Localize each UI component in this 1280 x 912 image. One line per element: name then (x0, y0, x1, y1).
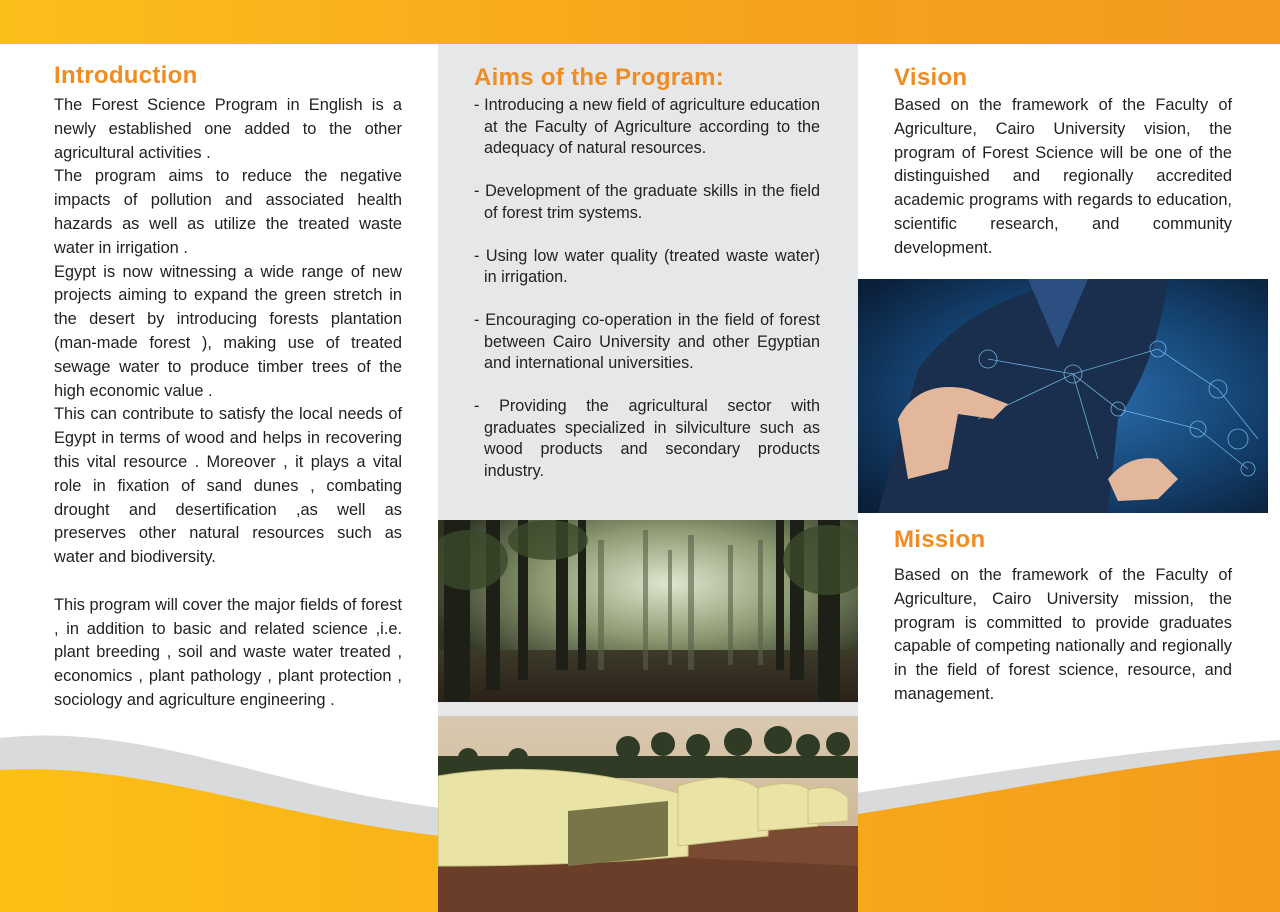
aim-item (474, 396, 820, 482)
intro-paragraph: The Forest Science Program in English is a newly established one added to the other agricultural activities . (54, 96, 402, 162)
vision-text: Based on the framework of the Faculty of Agriculture, Cairo University vision, the program of Forest Science will be one of the distinguished and regionally accredited academic programs with regards to education, scientific research, and community development. (894, 96, 1232, 257)
aim-text: - Introducing a new field of agriculture education at the Faculty of Agriculture according to the adequacy of natural resources. (474, 96, 820, 157)
aim-item (474, 246, 820, 289)
aim-text: - Development of the graduate skills in the field of forest trim systems. (474, 182, 820, 222)
aim-text: - Providing the agricultural sector with graduates specialized in silviculture such as wood products and secondary products industry. (474, 397, 820, 480)
aim-text: - Using low water quality (treated waste water) in irrigation. (474, 246, 820, 286)
introduction-body (54, 94, 402, 713)
greenhouse-photo (438, 716, 858, 912)
aims-heading: Aims of the Program: (474, 64, 725, 91)
aim-item (474, 310, 820, 375)
intro-paragraph: The program aims to reduce the negative impacts of pollution and associated health hazards as well as utilize the treated waste water in irrigation . (54, 167, 402, 257)
paragraph-gap (54, 570, 402, 594)
vision-heading: Vision (894, 64, 968, 91)
intro-paragraph: Egypt is now witnessing a wide range of new projects aiming to expand the green stretch in the desert by introducing forests plantation (man-made forest ), making use of treated sewage water to produce timber trees of the high economic value . (54, 262, 402, 400)
intro-paragraph: This program will cover the major fields of forest , in addition to basic and related science ,i.e. plant breeding , soil and waste water treated , economics , plant pathology , plant protection , sociology and agriculture engineering . (54, 595, 402, 709)
introduction-heading: Introduction (54, 62, 198, 89)
top-accent-band (0, 0, 1280, 44)
aim-item (474, 181, 820, 224)
mission-heading: Mission (894, 526, 986, 553)
forest-photo (438, 520, 858, 702)
tech-hand-photo (858, 279, 1268, 513)
aim-text: - Encouraging co-operation in the field of forest between Cairo University and other Egyptian and international universities. (474, 311, 820, 372)
mission-text: Based on the framework of the Faculty of Agriculture, Cairo University mission, the program is committed to provide graduates capable of competing nationally and regionally in the field of forest science, resource, and management. (894, 566, 1232, 703)
intro-paragraph: This can contribute to satisfy the local needs of Egypt in terms of wood and helps in recovering this vital resource . Moreover , it plays a vital role in fixation of sand dunes , combating drought and desertification ,as well as preserves other natural resources such as water and biodiversity. (54, 405, 402, 567)
aims-list (474, 95, 820, 504)
aim-item (474, 95, 820, 160)
